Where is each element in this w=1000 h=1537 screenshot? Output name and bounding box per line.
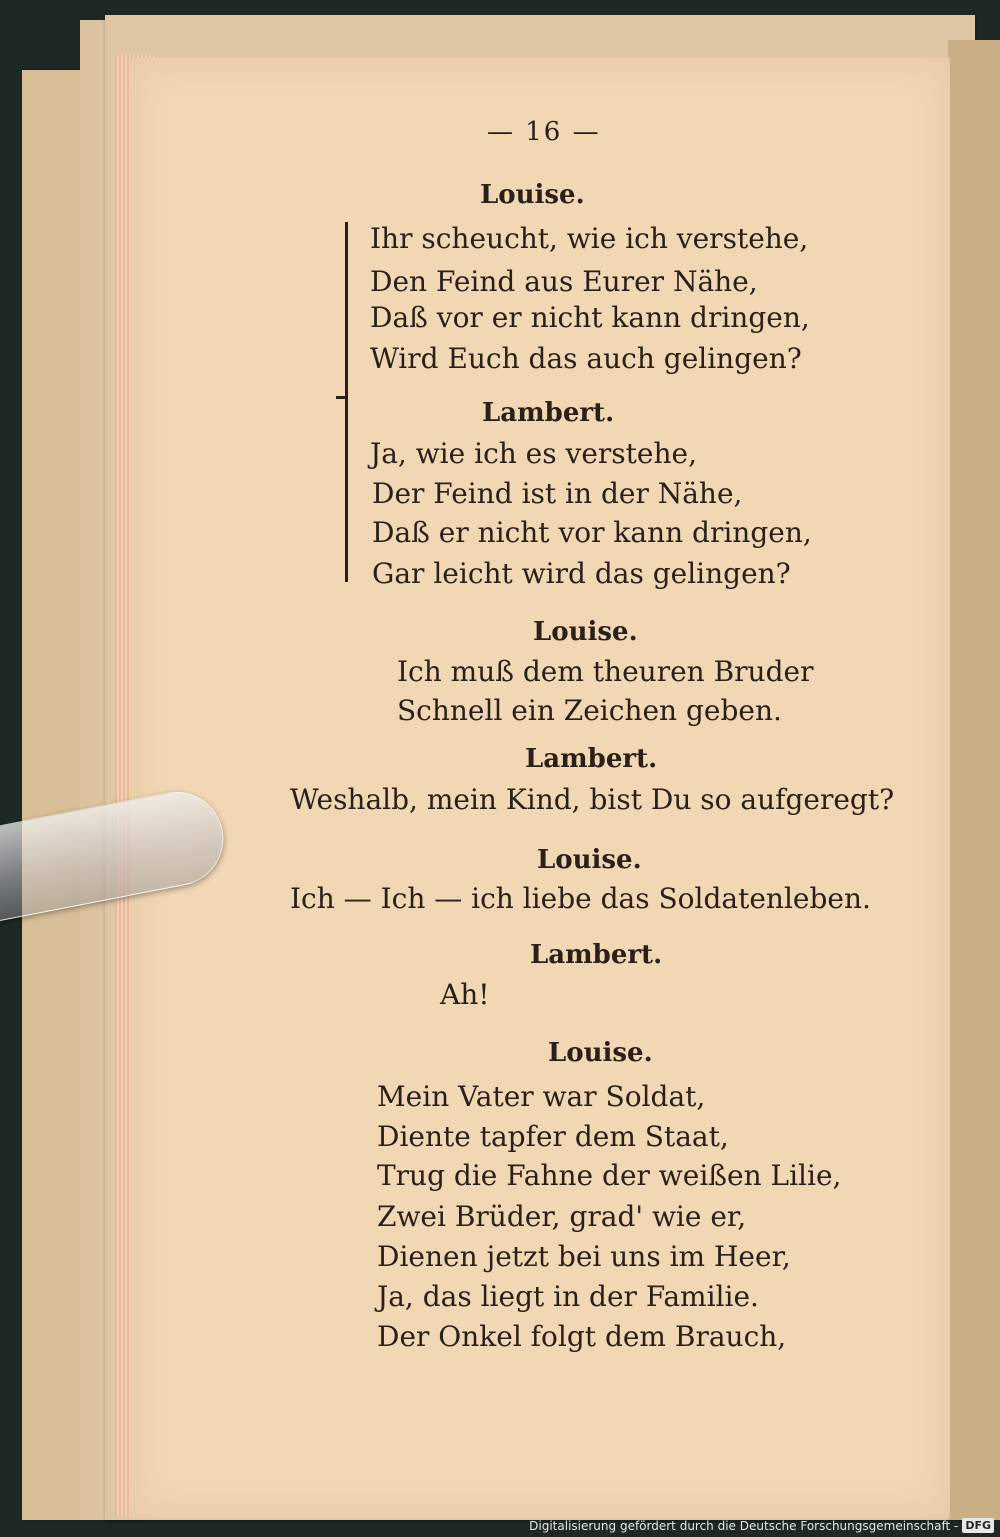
verse-line: Ich muß dem theuren Bruder [397, 655, 814, 688]
verse-line: Weshalb, mein Kind, bist Du so aufgeregt? [290, 783, 895, 816]
verse-line: Ich — Ich — ich liebe das Soldatenleben. [290, 882, 871, 915]
page-number: — 16 — [487, 117, 601, 147]
duet-brace-tip [336, 396, 348, 399]
page-right-shadow [948, 40, 1000, 1520]
speaker-name: Louise. [537, 845, 642, 875]
speaker-name: Lambert. [482, 398, 615, 428]
verse-line: Ihr scheucht, wie ich verstehe, [370, 222, 809, 255]
speaker-name: Louise. [533, 617, 638, 647]
verse-line: Diente tapfer dem Staat, [377, 1120, 729, 1153]
speaker-name: Louise. [548, 1038, 653, 1068]
verse-line: Mein Vater war Soldat, [377, 1080, 706, 1113]
footer-text: Digitalisierung gefördert durch die Deutsche Forschungsgemeinschaft - [529, 1518, 959, 1533]
verse-line: Schnell ein Zeichen geben. [397, 694, 782, 727]
dfg-logo: DFG [962, 1518, 994, 1533]
verse-line: Ja, wie ich es verstehe, [370, 437, 697, 470]
duet-brace [345, 222, 362, 582]
verse-line: Der Feind ist in der Nähe, [372, 477, 743, 510]
verse-line: Daß vor er nicht kann dringen, [370, 301, 810, 334]
speaker-name: Lambert. [525, 744, 658, 774]
verse-line: Wird Euch das auch gelingen? [370, 342, 802, 375]
verse-line: Daß er nicht vor kann dringen, [372, 516, 812, 549]
verse-line: Dienen jetzt bei uns im Heer, [377, 1240, 791, 1273]
speaker-name: Louise. [480, 180, 585, 210]
verse-line: Ja, das liegt in der Familie. [377, 1280, 759, 1313]
funding-footer [529, 1518, 994, 1533]
verse-line: Ah! [440, 978, 490, 1011]
speaker-name: Lambert. [530, 940, 663, 970]
verse-line: Gar leicht wird das gelingen? [372, 557, 791, 590]
verse-line: Zwei Brüder, grad' wie er, [377, 1200, 747, 1233]
verse-line: Der Onkel folgt dem Brauch, [377, 1320, 787, 1353]
verse-line: Trug die Fahne der weißen Lilie, [377, 1159, 842, 1192]
verse-line: Den Feind aus Eurer Nähe, [370, 265, 758, 298]
